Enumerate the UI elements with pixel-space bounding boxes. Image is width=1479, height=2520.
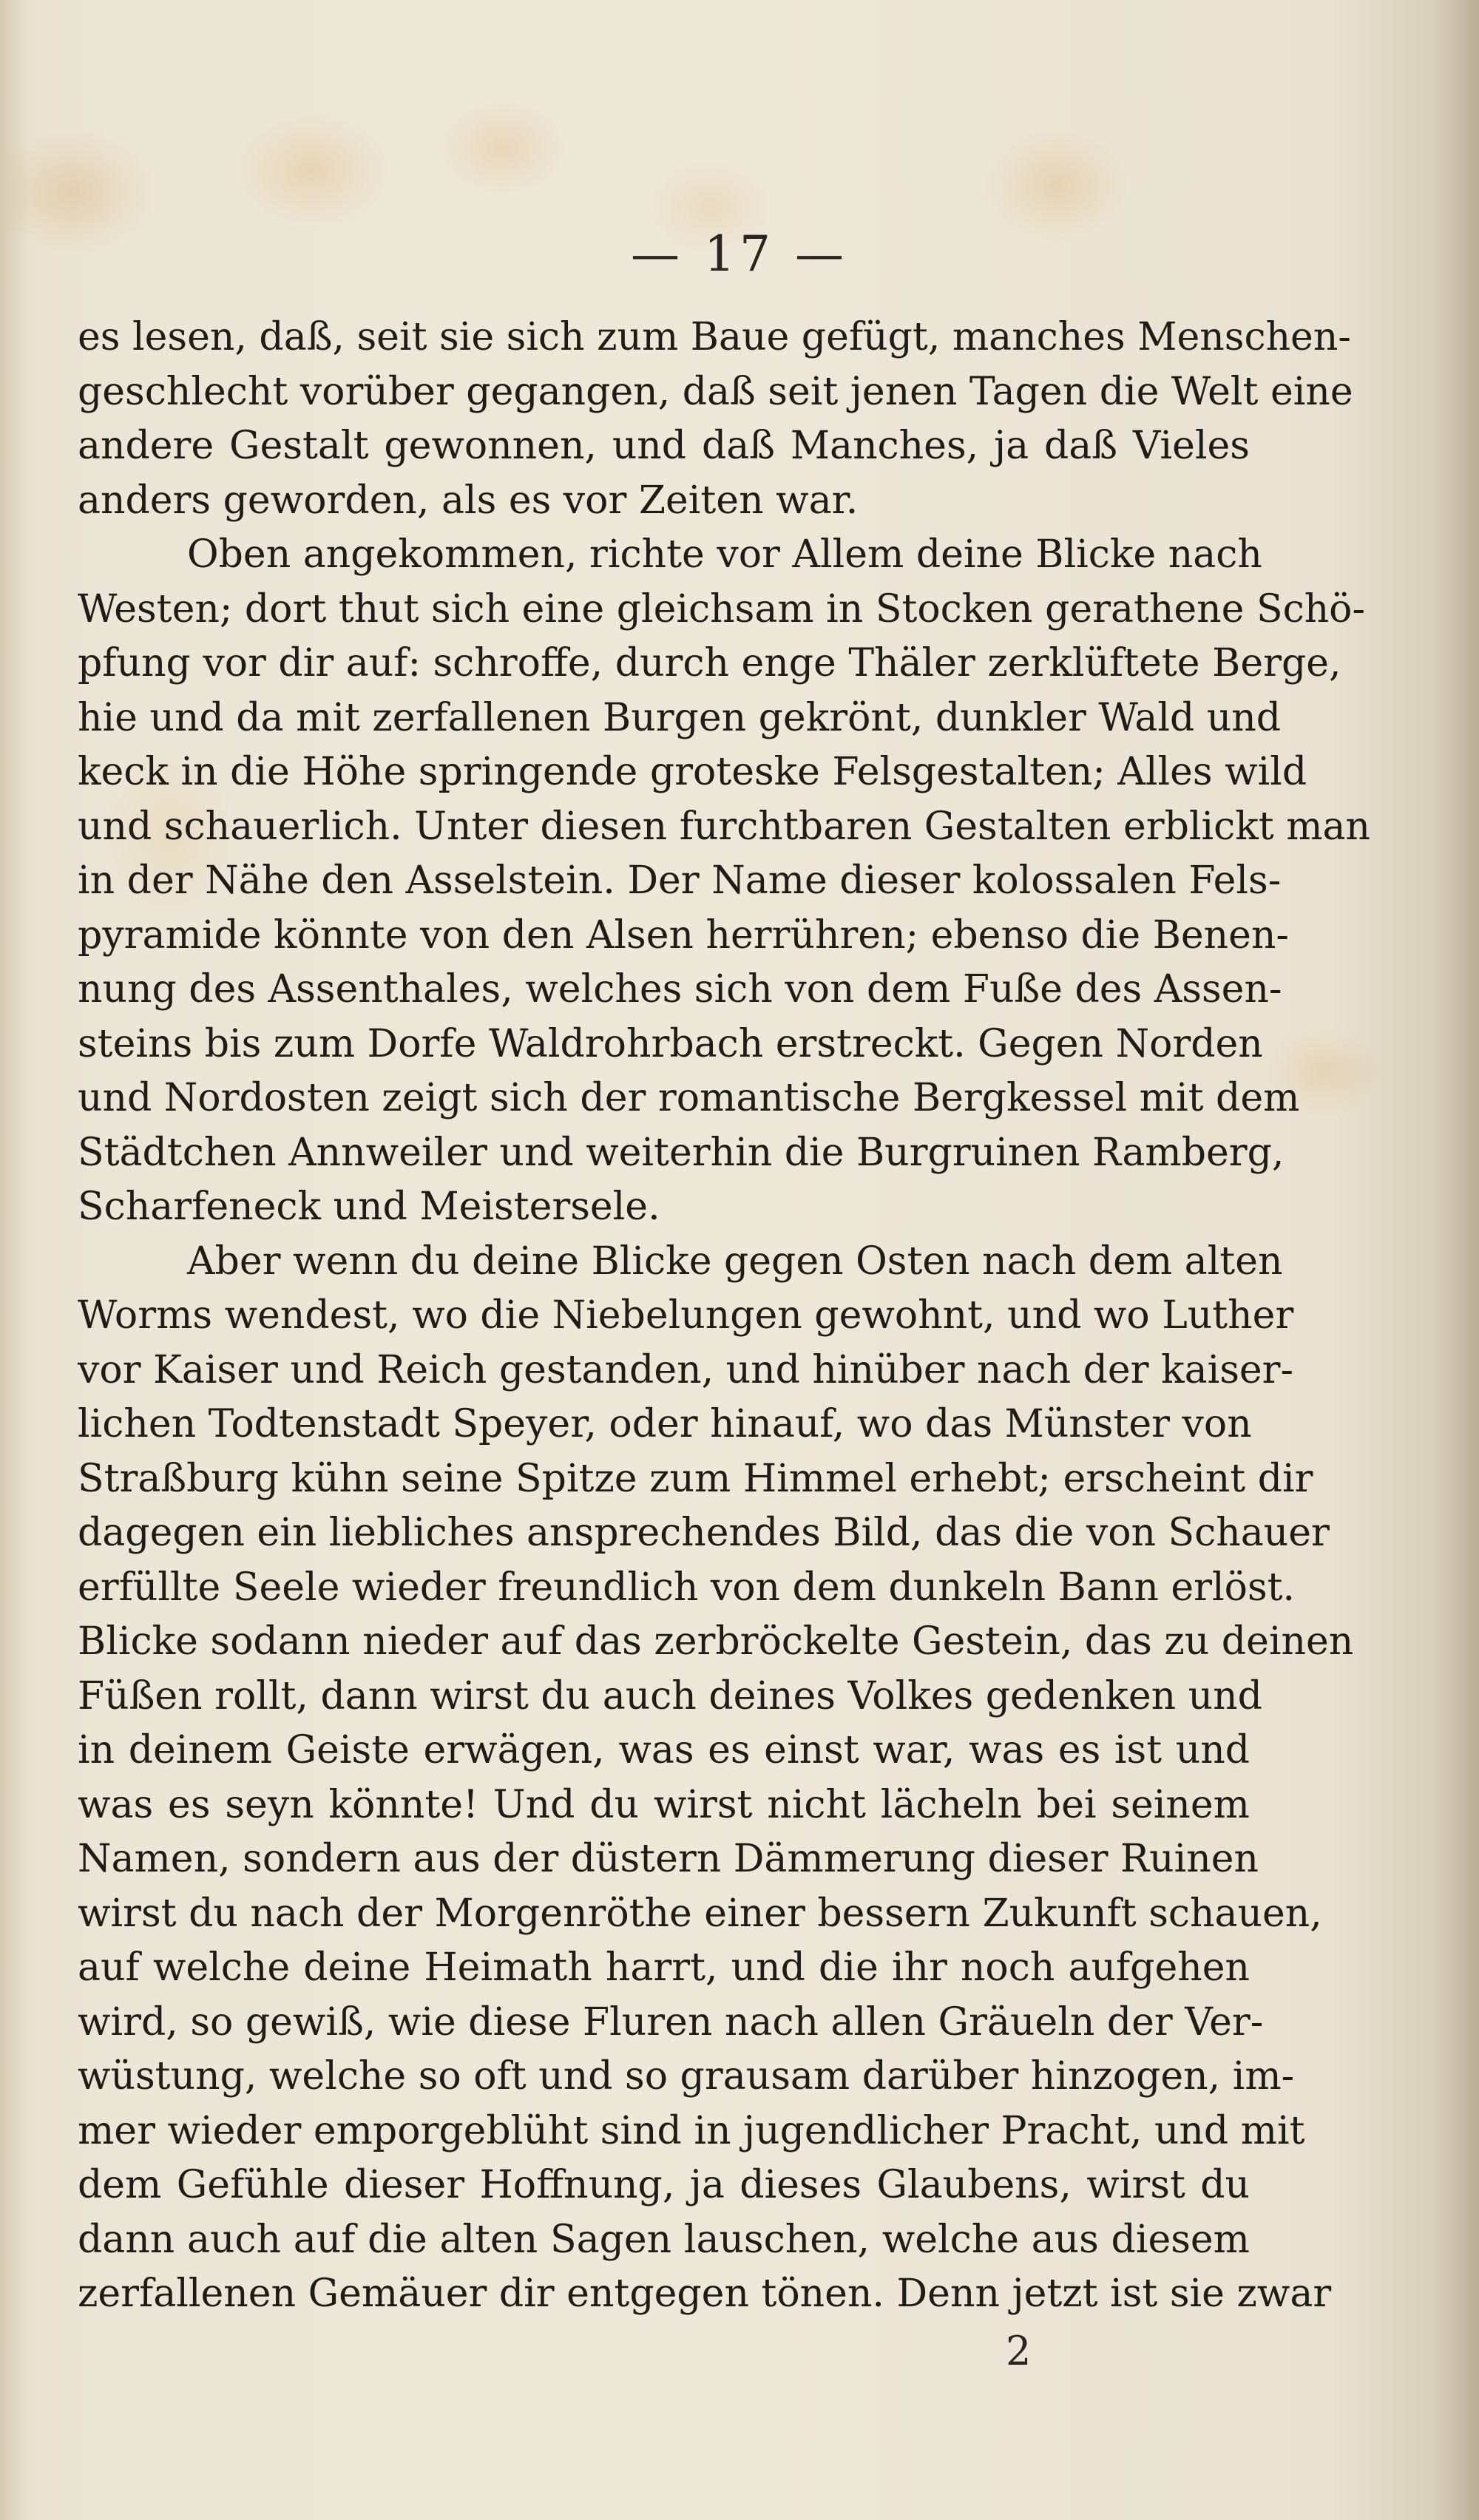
text-line: anders geworden, als es vor Zeiten war.	[78, 478, 859, 523]
text-line: lichen Todtenstadt Speyer, oder hinauf, wo das Münster von	[78, 1402, 1252, 1446]
text-line: geschlecht vorüber gegangen, daß seit jenen Tagen die Welt eine	[78, 369, 1353, 414]
text-line: und Nordosten zeigt sich der romantische Bergkessel mit dem	[78, 1076, 1300, 1120]
text-line: in der Nähe den Asselstein. Der Name dieser kolossalen Fels-	[78, 858, 1282, 903]
body-text	[78, 311, 1370, 2322]
text-line: keck in die Höhe springende groteske Felsgestalten; Alles wild	[78, 750, 1307, 794]
text-line: steins bis zum Dorfe Waldrohrbach erstreckt. Gegen Norden	[78, 1021, 1263, 1066]
text-line: dem Gefühle dieser Hoffnung, ja dieses Glaubens, wirst du	[78, 2163, 1250, 2207]
text-line: Westen; dort thut sich eine gleichsam in Stocken gerathene Schö-	[78, 586, 1366, 631]
text-line: in deinem Geiste erwägen, was es einst war, was es ist und	[78, 1728, 1250, 1772]
text-line: Aber wenn du deine Blicke gegen Osten nach dem alten	[187, 1239, 1283, 1284]
text-line: nung des Assenthales, welches sich von dem Fuße des Assen-	[78, 967, 1282, 1012]
text-line: dagegen ein liebliches ansprechendes Bild, das die von Schauer	[78, 1511, 1330, 1555]
text-line: andere Gestalt gewonnen, und daß Manches, ja daß Vieles	[78, 424, 1250, 468]
text-line: erfüllte Seele wieder freundlich von dem dunkeln Bann erlöst.	[78, 1565, 1296, 1610]
text-line: Namen, sondern aus der düstern Dämmerung dieser Ruinen	[78, 1837, 1259, 1881]
signature-mark: 2	[1006, 2328, 1032, 2374]
text-line: Scharfeneck und Meistersele.	[78, 1185, 660, 1229]
text-line: pyramide könnte von den Alsen herrühren; ebenso die Benen-	[78, 912, 1289, 958]
text-line: zerfallenen Gemäuer dir entgegen tönen. Denn jetzt ist sie zwar	[78, 2272, 1332, 2316]
text-line: auf welche deine Heimath harrt, und die ihr noch aufgehen	[78, 1945, 1250, 1990]
text-line: wird, so gewiß, wie diese Fluren nach allen Gräueln der Ver-	[78, 1999, 1264, 2045]
text-line: Oben angekommen, richte vor Allem deine Blicke nach	[187, 532, 1262, 577]
text-line: was es seyn könnte! Und du wirst nicht lächeln bei seinem	[78, 1782, 1250, 1827]
text-line: es lesen, daß, seit sie sich zum Baue gefügt, manches Menschen-	[78, 315, 1351, 359]
text-line: Blicke sodann nieder auf das zerbröckelte Gestein, das zu deinen	[78, 1619, 1354, 1664]
text-line: vor Kaiser und Reich gestanden, und hinüber nach der kaiser-	[78, 1347, 1294, 1392]
text-line: pfung vor dir auf: schroffe, durch enge Thäler zerklüftete Berge,	[78, 641, 1341, 685]
text-line: Füßen rollt, dann wirst du auch deines Volkes gedenken und	[78, 1673, 1262, 1718]
page-number: — 17 —	[631, 226, 848, 282]
text-line: Straßburg kühn seine Spitze zum Himmel erhebt; erscheint dir	[78, 1456, 1313, 1501]
text-line: dann auch auf die alten Sagen lauschen, welche aus diesem	[78, 2217, 1250, 2262]
page-edge-shadow	[0, 0, 30, 2520]
text-line: und schauerlich. Unter diesen furchtbaren Gestalten erblickt man	[78, 804, 1370, 849]
text-line: hie und da mit zerfallenen Burgen gekrönt, dunkler Wald und	[78, 695, 1282, 740]
text-line: Städtchen Annweiler und weiterhin die Burgruinen Ramberg,	[78, 1130, 1285, 1175]
text-line: mer wieder emporgeblüht sind in jugendlicher Pracht, und mit	[78, 2108, 1305, 2153]
text-line: wüstung, welche so oft und so grausam darüber hinzogen, im-	[78, 2054, 1295, 2099]
text-line: wirst du nach der Morgenröthe einer bessern Zukunft schauen,	[78, 1891, 1322, 1936]
text-line: Worms wendest, wo die Niebelungen gewohnt, und wo Luther	[78, 1293, 1294, 1338]
